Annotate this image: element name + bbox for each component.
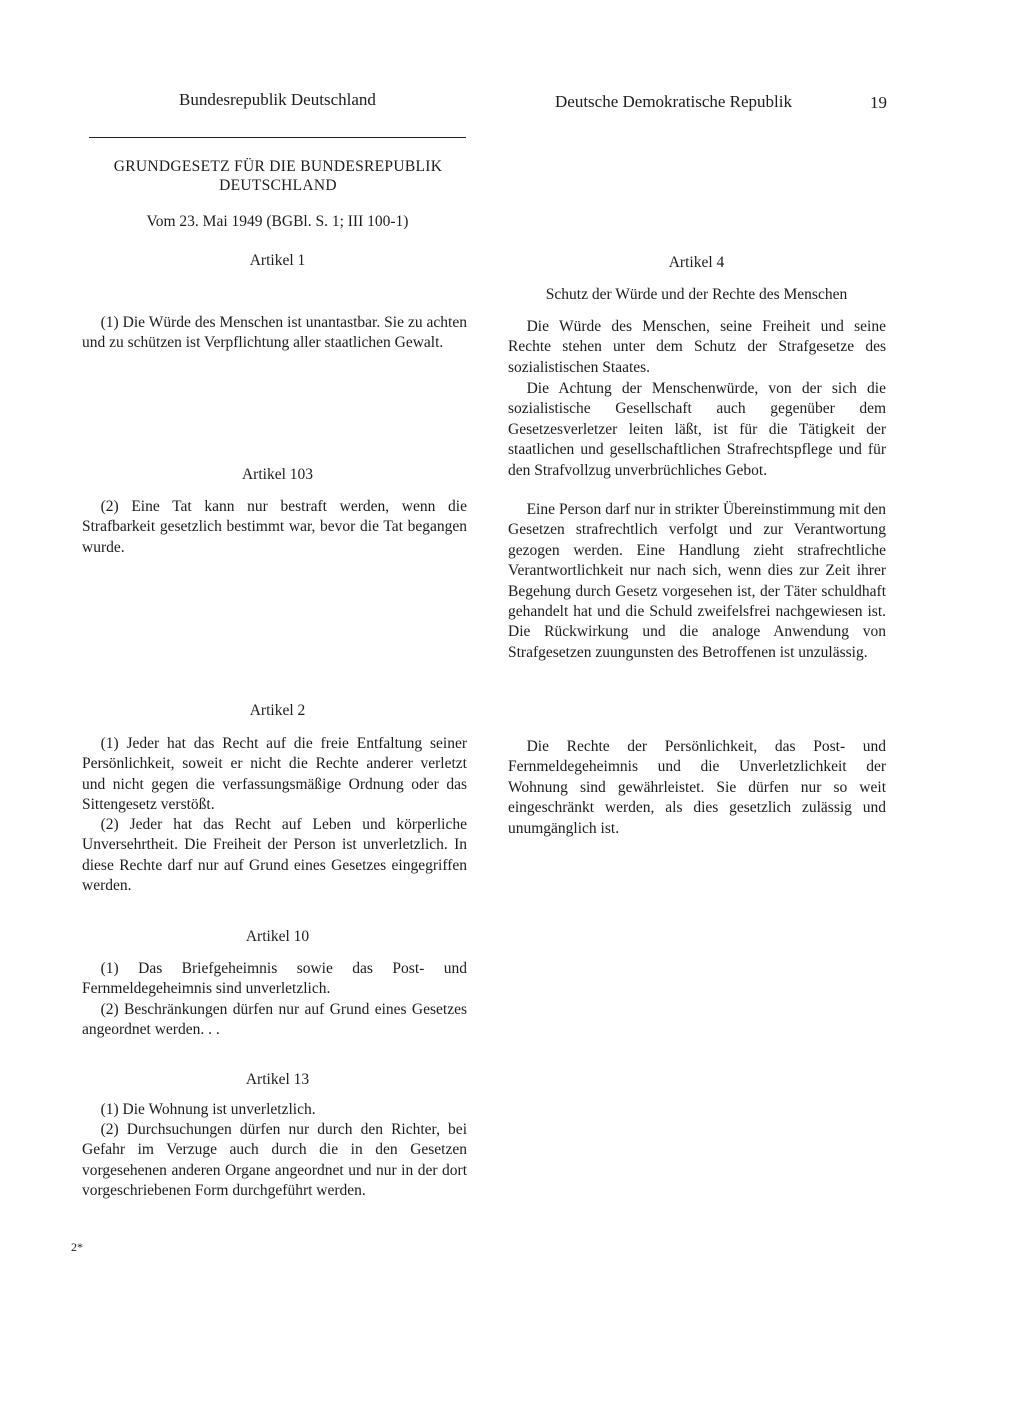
law-date: Vom 23. Mai 1949 (BGBl. S. 1; III 100-1) <box>146 213 409 230</box>
article-2-paragraph-2: (2) Jeder hat das Recht auf Leben und körperliche Unversehrtheit. Die Freiheit der Person ist unverletzlich. In diese Rechte darf nur auf Grund eines Gesetzes eingegriffen werden. <box>82 816 467 895</box>
header-rule <box>89 137 466 138</box>
article-13-heading: Artikel 13 <box>245 1071 310 1088</box>
article-10-paragraph-2: (2) Beschränkungen dürfen nur auf Grund eines Gesetzes angeordnet werden. . . <box>82 1001 467 1039</box>
article-1-heading: Artikel 1 <box>249 252 306 269</box>
article-4-subheading: Schutz der Würde und der Rechte des Menschen <box>545 286 848 303</box>
article-10-heading: Artikel 10 <box>245 928 310 945</box>
page-number: 19 <box>870 93 887 112</box>
article-2-heading: Artikel 2 <box>249 702 306 719</box>
article-10-paragraph-1: (1) Das Briefgeheimnis sowie das Post- und Fernmeldegeheimnis sind unverletzlich. <box>82 960 467 998</box>
signature-mark: 2* <box>71 1240 83 1254</box>
header-right: Deutsche Demokratische Republik <box>555 92 792 111</box>
article-1-paragraph-1: (1) Die Würde des Menschen ist unantastbar. Sie zu achten und zu schützen ist Verpflichtung aller staatlichen Gewalt. <box>82 314 467 352</box>
article-13-paragraph-2: (2) Durchsuchungen dürfen nur durch den Richter, bei Gefahr im Verzuge auch durch die in den Gesetzen vorgesehenen anderen Organe angeordnet und nur in der dort vorgeschriebenen Form durchgeführt werden. <box>82 1121 467 1200</box>
article-4-paragraph-3: Eine Person darf nur in strikter Übereinstimmung mit den Gesetzen strafrechtlich verfolgt und zur Verantwortung gezogen werden. Eine Handlung zieht strafrechtliche Verantwortlichkeit nur nach sich, wenn dies zur Zeit ihrer Begehung durch Gesetz vorgesehen ist, der Täter schuldhaft gehandelt hat und die Schuld zweifelsfrei nachgewiesen ist. Die Rückwirkung und die analoge Anwendung von Strafgesetzen zuungunsten des Betroffenen ist unzulässig. <box>508 501 886 661</box>
article-4-heading: Artikel 4 <box>668 254 725 271</box>
article-4-paragraph-1: Die Würde des Menschen, seine Freiheit und seine Rechte stehen unter dem Schutz der Strafgesetze des sozialistischen Staates. <box>508 318 886 376</box>
article-103-heading: Artikel 103 <box>241 466 314 483</box>
article-4-paragraph-2: Die Achtung der Menschenwürde, von der sich die sozialistische Gesellschaft auch gegenüber dem Gesetzesverletzer leiten läßt, ist für die Tätigkeit der staatlichen und gesellschaftlichen Strafrechtspflege und für den Strafvollzug unverbrüchliches Gebot. <box>508 380 886 479</box>
header-left: Bundesrepublik Deutschland <box>179 90 376 109</box>
article-2-paragraph-1: (1) Jeder hat das Recht auf die freie Entfaltung seiner Persönlichkeit, soweit er nicht die Rechte anderer verletzt und nicht gegen die verfassungsmäßige Ordnung oder das Sittengesetz verstößt. <box>82 735 467 814</box>
law-title: GRUNDGESETZ FÜR DIE BUNDESREPUBLIK DEUTSCHLAND <box>113 158 443 194</box>
article-4-paragraph-4: Die Rechte der Persönlichkeit, das Post- und Fernmeldegeheimnis und die Unverletzlichkeit der Wohnung sind gewährleistet. Sie dürfen nur so weit eingeschränkt werden, als dies gesetzlich zulässig und unumgänglich ist. <box>508 738 886 837</box>
article-13-paragraph-1: (1) Die Wohnung ist unverletzlich. <box>100 1101 316 1118</box>
article-103-paragraph-2: (2) Eine Tat kann nur bestraft werden, wenn die Strafbarkeit gesetzlich bestimmt war, bevor die Tat begangen wurde. <box>82 498 467 556</box>
